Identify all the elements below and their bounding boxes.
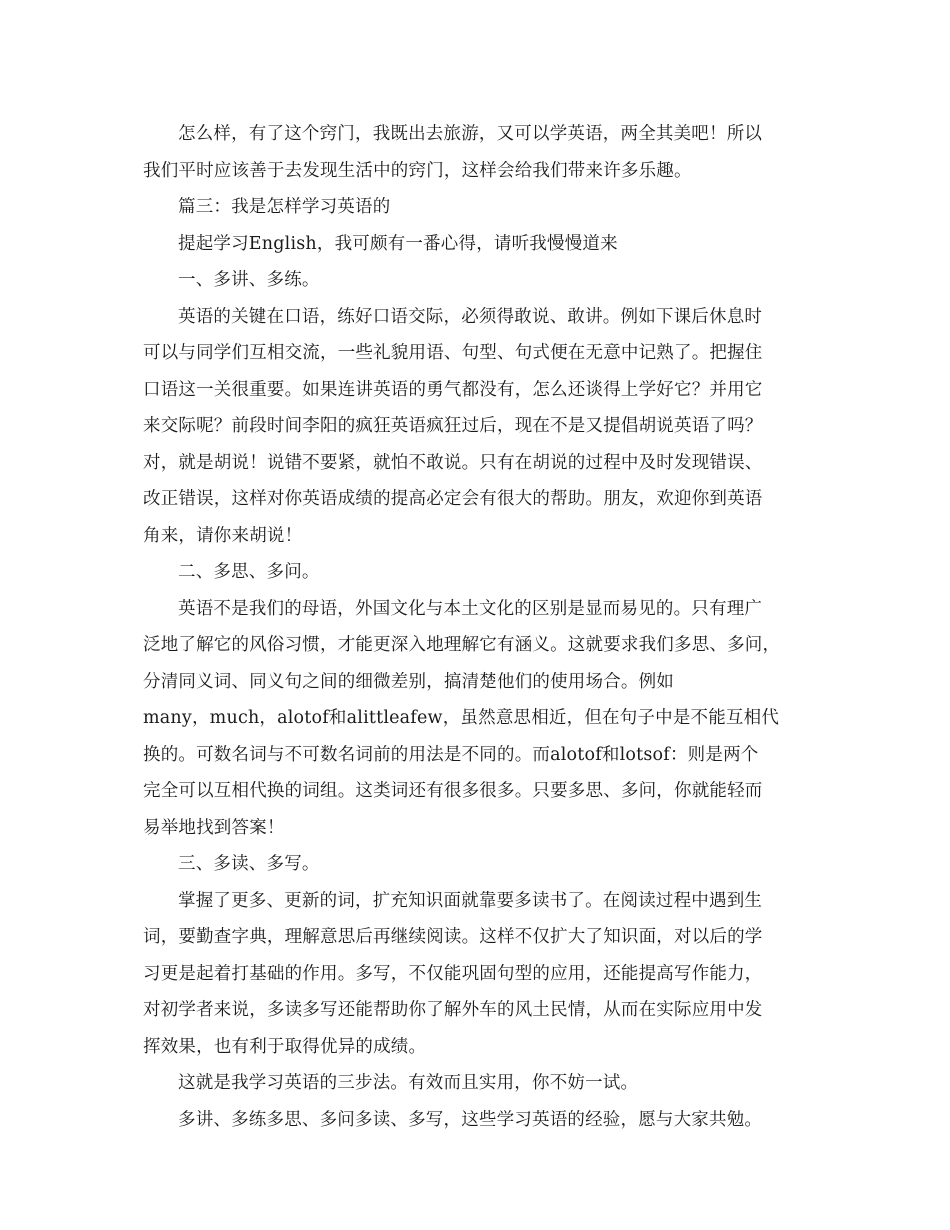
paragraph-line: 这就是我学习英语的三步法。有效而且实用，你不妨一试。	[178, 1073, 639, 1093]
paragraph-line: 对，就是胡说！说错不要紧，就怕不敢说。只有在胡说的过程中及时发现错误、	[143, 452, 763, 473]
section-heading: 一、多讲、多练。	[178, 270, 320, 290]
paragraph-line: 改正错误，这样对你英语成绩的提高必定会有很大的帮助。朋友，欢迎你到英语	[143, 489, 763, 509]
paragraph-line: 换的。可数名词与不可数名词前的用法是不同的。而alotof和lotsof：则是两个	[143, 744, 759, 765]
paragraph-line: 我们平时应该善于去发现生活中的窍门，这样会给我们带来许多乐趣。	[143, 160, 692, 181]
paragraph-line: 英语的关键在口语，练好口语交际，必须得敢说、敢讲。例如下课后休息时	[178, 306, 763, 327]
paragraph-line: 泛地了解它的风俗习惯，才能更深入地理解它有涵义。这就要求我们多思、多问，	[143, 635, 781, 655]
paragraph-line: 英语不是我们的母语，外国文化与本土文化的区别是显而易见的。只有理广	[178, 598, 763, 619]
section-title: 篇三：我是怎样学习英语的	[178, 197, 391, 217]
paragraph-line: 来交际呢？前段时间李阳的疯狂英语疯狂过后，现在不是又提倡胡说英语了吗？	[143, 416, 763, 436]
paragraph-line: 挥效果，也有利于取得优异的成绩。	[143, 1036, 427, 1057]
paragraph-line: 口语这一关很重要。如果连讲英语的勇气都没有，怎么还谈得上学好它？并用它	[143, 379, 763, 400]
paragraph-line: 怎么样，有了这个窍门，我既出去旅游，又可以学英语，两全其美吧！所以	[178, 124, 763, 144]
section-heading: 三、多读、多写。	[178, 854, 320, 874]
paragraph-line: many，much，alotof和alittleafew，虽然意思相近，但在句子中是不能互相代	[143, 708, 780, 728]
paragraph-line: 易举地找到答案！	[143, 817, 285, 838]
paragraph-line: 对初学者来说，多读多写还能帮助你了解外车的风土民情，从而在实际应用中发	[143, 1000, 763, 1020]
paragraph-line: 习更是起着打基础的作用。多写，不仅能巩固句型的应用，还能提高写作能力，	[143, 963, 763, 984]
paragraph-line: 提起学习English，我可颇有一番心得，请听我慢慢道来	[178, 233, 618, 254]
paragraph-line: 词，要勤查字典，理解意思后再继续阅读。这样不仅扩大了知识面，对以后的学	[143, 927, 763, 947]
paragraph-line: 掌握了更多、更新的词，扩充知识面就靠要多读书了。在阅读过程中遇到生	[178, 890, 763, 911]
paragraph-line: 分清同义词、同义句之间的细微差别，搞清楚他们的使用场合。例如	[143, 671, 674, 692]
paragraph-line: 完全可以互相代换的词组。这类词还有很多很多。只要多思、多问，你就能轻而	[143, 781, 763, 801]
paragraph-line: 多讲、多练多思、多问多读、多写，这些学习英语的经验，愿与大家共勉。	[178, 1109, 763, 1130]
paragraph-line: 角来，请你来胡说！	[143, 525, 303, 546]
paragraph-line: 可以与同学们互相交流，一些礼貌用语、句型、句式便在无意中记熟了。把握住	[143, 343, 763, 363]
section-heading: 二、多思、多问。	[178, 562, 320, 582]
document-body	[143, 116, 808, 1138]
